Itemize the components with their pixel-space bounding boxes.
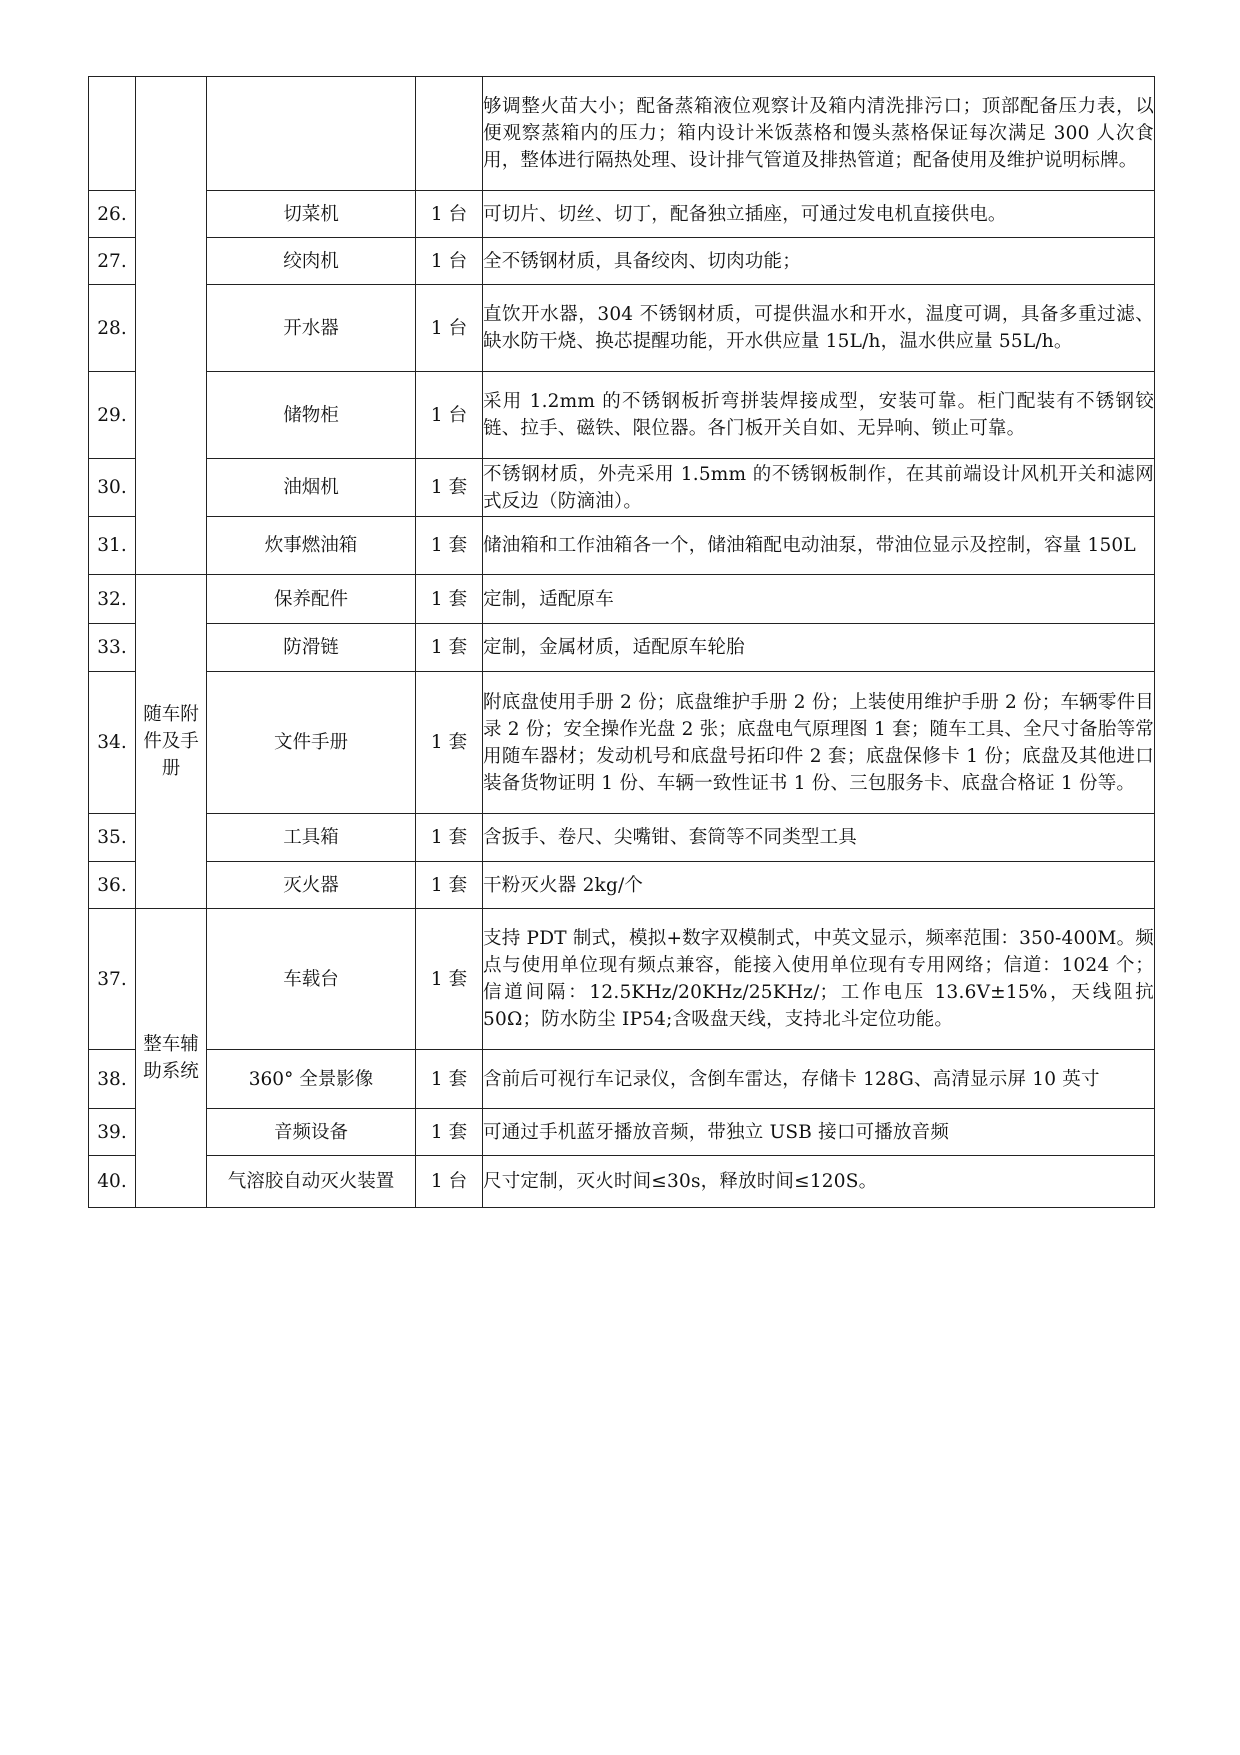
table-row xyxy=(89,672,1155,814)
item-description: 不锈钢材质，外壳采用 1.5mm 的不锈钢板制作，在其前端设计风机开关和滤网式反边（防滴油）。 xyxy=(483,459,1155,517)
item-name: 保养配件 xyxy=(207,575,416,624)
item-quantity: 1 套 xyxy=(416,575,483,624)
category-accessories: 随车附件及手册 xyxy=(136,575,207,909)
row-number: 33. xyxy=(89,624,136,672)
item-quantity: 1 台 xyxy=(416,285,483,372)
item-description: 定制，金属材质，适配原车轮胎 xyxy=(483,624,1155,672)
row-number: 30. xyxy=(89,459,136,517)
item-description: 采用 1.2mm 的不锈钢板折弯拼装焊接成型，安装可靠。柜门配装有不锈钢铰链、拉手、磁铁、限位器。各门板开关自如、无异响、锁止可靠。 xyxy=(483,372,1155,459)
row-number: 27. xyxy=(89,238,136,285)
table-row xyxy=(89,575,1155,624)
table-row xyxy=(89,459,1155,517)
item-quantity: 1 套 xyxy=(416,459,483,517)
item-quantity: 1 套 xyxy=(416,814,483,862)
item-description: 可切片、切丝、切丁，配备独立插座，可通过发电机直接供电。 xyxy=(483,191,1155,238)
item-name: 切菜机 xyxy=(207,191,416,238)
row-number: 26. xyxy=(89,191,136,238)
item-quantity: 1 套 xyxy=(416,517,483,575)
table-row xyxy=(89,909,1155,1050)
item-description: 储油箱和工作油箱各一个，储油箱配电动油泵，带油位显示及控制，容量 150L xyxy=(483,517,1155,575)
item-name: 车载台 xyxy=(207,909,416,1050)
item-description: 全不锈钢材质，具备绞肉、切肉功能； xyxy=(483,238,1155,285)
table-row xyxy=(89,517,1155,575)
item-name xyxy=(207,77,416,191)
item-name: 灭火器 xyxy=(207,862,416,909)
table-row xyxy=(89,285,1155,372)
item-quantity: 1 套 xyxy=(416,909,483,1050)
row-number: 35. xyxy=(89,814,136,862)
equipment-spec-table xyxy=(88,76,1155,1208)
item-quantity: 1 台 xyxy=(416,372,483,459)
item-name: 开水器 xyxy=(207,285,416,372)
item-quantity: 1 套 xyxy=(416,672,483,814)
row-number: 38. xyxy=(89,1050,136,1109)
row-number: 29. xyxy=(89,372,136,459)
item-name: 绞肉机 xyxy=(207,238,416,285)
row-number: 36. xyxy=(89,862,136,909)
table-row xyxy=(89,372,1155,459)
item-description: 含前后可视行车记录仪，含倒车雷达，存储卡 128G、高清显示屏 10 英寸 xyxy=(483,1050,1155,1109)
item-name: 音频设备 xyxy=(207,1109,416,1156)
row-number: 28. xyxy=(89,285,136,372)
item-quantity: 1 套 xyxy=(416,1109,483,1156)
item-name: 360° 全景影像 xyxy=(207,1050,416,1109)
item-quantity: 1 套 xyxy=(416,624,483,672)
item-name: 储物柜 xyxy=(207,372,416,459)
table-row xyxy=(89,814,1155,862)
category-auxiliary: 整车辅助系统 xyxy=(136,909,207,1208)
item-name: 工具箱 xyxy=(207,814,416,862)
row-number: 37. xyxy=(89,909,136,1050)
item-description: 可通过手机蓝牙播放音频，带独立 USB 接口可播放音频 xyxy=(483,1109,1155,1156)
item-quantity: 1 套 xyxy=(416,862,483,909)
table-row xyxy=(89,1156,1155,1208)
item-quantity: 1 台 xyxy=(416,1156,483,1208)
item-quantity xyxy=(416,77,483,191)
item-description: 含扳手、卷尺、尖嘴钳、套筒等不同类型工具 xyxy=(483,814,1155,862)
spec-table-page xyxy=(88,76,1154,1208)
item-description: 附底盘使用手册 2 份；底盘维护手册 2 份；上装使用维护手册 2 份；车辆零件目录 2 份；安全操作光盘 2 张；底盘电气原理图 1 套；随车工具、全尺寸备胎等常用随车器材；发动机号和底盘号拓印件 2 套；底盘保修卡 1 份；底盘及其他进口装备货物证明 1 份、车辆一致性证书 1 份、三包服务卡、底盘合格证 1 份等。 xyxy=(483,672,1155,814)
table-row xyxy=(89,1050,1155,1109)
table-row xyxy=(89,77,1155,191)
table-row xyxy=(89,624,1155,672)
row-number: 40. xyxy=(89,1156,136,1208)
item-description: 支持 PDT 制式，模拟+数字双模制式，中英文显示，频率范围：350-400M。频点与使用单位现有频点兼容，能接入使用单位现有专用网络；信道：1024 个；信道间隔：12.5KHz/20KHz/25KHz/；工作电压 13.6V±15%，天线阻抗 50Ω；防水防尘 IP54;含吸盘天线，支持北斗定位功能。 xyxy=(483,909,1155,1050)
table-row xyxy=(89,238,1155,285)
item-name: 油烟机 xyxy=(207,459,416,517)
item-description: 尺寸定制，灭火时间≤30s，释放时间≤120S。 xyxy=(483,1156,1155,1208)
item-description: 直饮开水器，304 不锈钢材质，可提供温水和开水，温度可调，具备多重过滤、缺水防干烧、换芯提醒功能，开水供应量 15L/h，温水供应量 55L/h。 xyxy=(483,285,1155,372)
row-number: 34. xyxy=(89,672,136,814)
item-name: 气溶胶自动灭火装置 xyxy=(207,1156,416,1208)
row-number xyxy=(89,77,136,191)
row-number: 39. xyxy=(89,1109,136,1156)
item-quantity: 1 套 xyxy=(416,1050,483,1109)
item-description: 定制，适配原车 xyxy=(483,575,1155,624)
table-row xyxy=(89,191,1155,238)
item-description: 干粉灭火器 2kg/个 xyxy=(483,862,1155,909)
row-number: 32. xyxy=(89,575,136,624)
category-cell-kitchen xyxy=(136,77,207,575)
item-quantity: 1 台 xyxy=(416,191,483,238)
table-row xyxy=(89,1109,1155,1156)
table-row xyxy=(89,862,1155,909)
item-quantity: 1 台 xyxy=(416,238,483,285)
item-description: 够调整火苗大小；配备蒸箱液位观察计及箱内清洗排污口；顶部配备压力表，以便观察蒸箱内的压力；箱内设计米饭蒸格和馒头蒸格保证每次满足 300 人次食用，整体进行隔热处理、设计排气管道及排热管道；配备使用及维护说明标牌。 xyxy=(483,77,1155,191)
item-name: 防滑链 xyxy=(207,624,416,672)
item-name: 炊事燃油箱 xyxy=(207,517,416,575)
item-name: 文件手册 xyxy=(207,672,416,814)
row-number: 31. xyxy=(89,517,136,575)
